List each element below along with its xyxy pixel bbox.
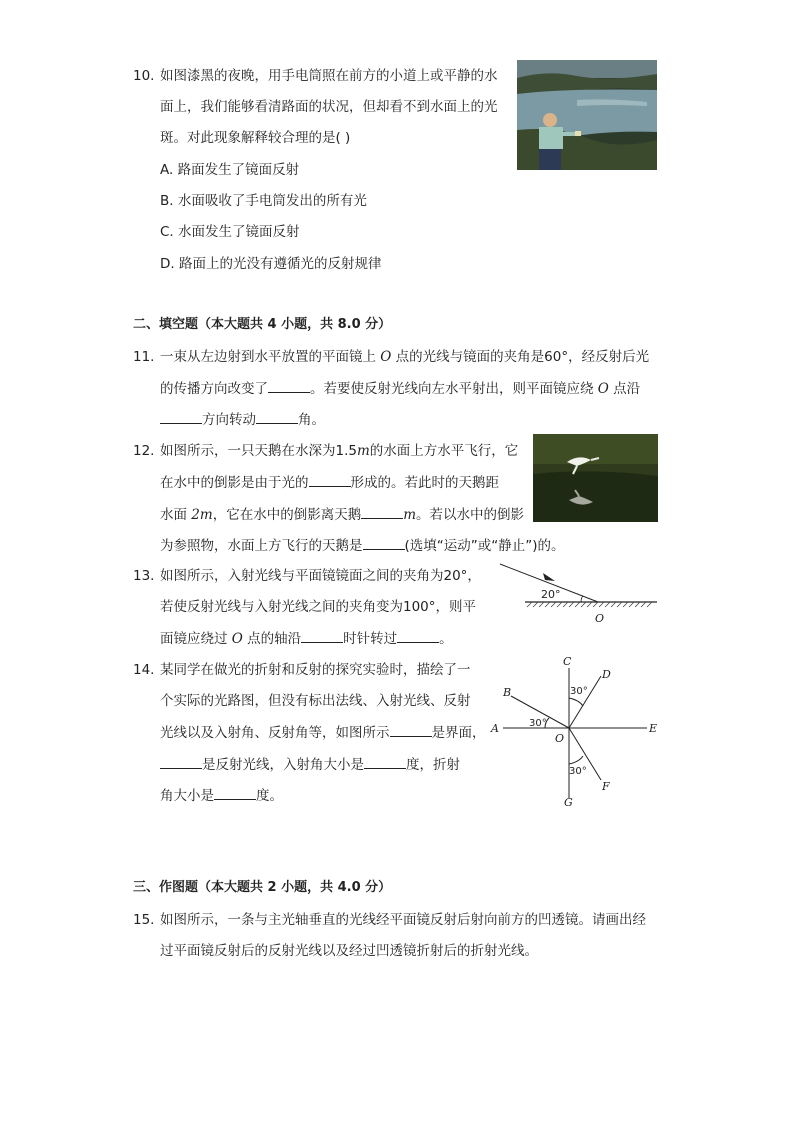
q13-blank-1[interactable] (301, 628, 343, 643)
q10-option-a[interactable]: A. 路面发生了镜面反射 (160, 162, 300, 178)
q15-number: 15. (133, 912, 155, 928)
q10-number: 10. (133, 68, 155, 84)
q14-label-f: F (602, 780, 610, 793)
section-3-title: 三、作图题（本大题共 2 小题，共 4.0 分） (133, 880, 392, 895)
q15-line-1: 如图所示，一条与主光轴垂直的光线经平面镜反射后射向前方的凹透镜。请画出经 (160, 912, 646, 928)
q12-line-1: 如图所示，一只天鹅在水深为1.5m的水面上方水平飞行，它 (160, 443, 519, 459)
q10-option-d[interactable]: D. 路面上的光没有遵循光的反射规律 (160, 256, 382, 272)
q14-line-1: 某同学在做光的折射和反射的探究实验时，描绘了一 (160, 662, 471, 678)
q14-line-4: 是反射光线，入射角大小是 度，折射 (160, 754, 460, 775)
q13-angle-label: 20° (541, 588, 561, 601)
q14-blank-2[interactable] (160, 754, 202, 769)
q14-label-g: G (564, 796, 573, 809)
q13-mirror-figure (495, 560, 665, 630)
q14-line-3: 光线以及入射角、反射角等，如图所示 是界面， (160, 722, 486, 743)
q14-label-o: O (555, 732, 565, 745)
q12-blank-2[interactable] (361, 504, 403, 519)
q13-line-3: 面镜应绕过 O 点的轴沿 时针转过 。 (160, 628, 453, 649)
q14-blank-1[interactable] (390, 722, 432, 737)
q14-angle-2: 30° (529, 718, 547, 729)
q11-line-3: 方向转动 角。 (160, 409, 325, 430)
q10-option-b[interactable]: B. 水面吸收了手电筒发出的所有光 (160, 193, 367, 209)
q10-option-c[interactable]: C. 水面发生了镜面反射 (160, 224, 300, 240)
q10-line-2: 面上，我们能够看清路面的状况，但却看不到水面上的光 (160, 99, 498, 115)
q14-angle-1: 30° (570, 686, 588, 697)
q14-angle-3: 30° (569, 766, 587, 777)
q14-optics-figure (485, 652, 665, 812)
q12-line-4: 为参照物，水面上方飞行的天鹅是 (选填“运动”或“静止”)的。 (160, 535, 565, 556)
q12-blank-3[interactable] (363, 535, 405, 550)
q14-label-e: E (649, 722, 658, 735)
q13-number: 13. (133, 568, 155, 584)
q14-number: 14. (133, 662, 155, 678)
q10-line-3: 斑。对此现象解释较合理的是( ) (160, 130, 351, 146)
q12-line-3: 水面 2m，它在水中的倒影离天鹅 m。若以水中的倒影 (160, 504, 524, 525)
q13-line-2: 若使反射光线与入射光线之间的夹角变为100°，则平 (160, 599, 477, 615)
q11-number: 11. (133, 349, 155, 365)
q14-blank-3[interactable] (364, 754, 406, 769)
q11-line-2: 的传播方向改变了 。若要使反射光线向左水平射出，则平面镜应绕 O 点沿 (160, 378, 640, 399)
q14-label-b: B (503, 686, 512, 699)
q12-blank-1[interactable] (309, 472, 351, 487)
q11-line-1: 一束从左边射到水平放置的平面镜上 O 点的光线与镜面的夹角是60°，经反射后光 (160, 349, 650, 365)
q14-label-d: D (602, 668, 611, 681)
q13-point-o: O (595, 612, 605, 625)
swan-photo (533, 434, 658, 522)
q15-line-2: 过平面镜反射后的反射光线以及经过凹透镜折射后的折射光线。 (160, 943, 538, 959)
q14-label-c: C (563, 655, 572, 668)
q10-line-1: 如图漆黑的夜晚，用手电筒照在前方的小道上或平静的水 (160, 68, 498, 84)
q12-line-2: 在水中的倒影是由于光的 形成的。若此时的天鹅距 (160, 472, 499, 493)
q13-line-1: 如图所示，入射光线与平面镜镜面之间的夹角为20°， (160, 568, 481, 584)
q14-line-5: 角大小是 度。 (160, 785, 283, 806)
q11-blank-1[interactable] (268, 378, 310, 393)
q11-blank-3[interactable] (256, 409, 298, 424)
q13-blank-2[interactable] (397, 628, 439, 643)
q14-line-2: 个实际的光路图，但没有标出法线、入射光线、反射 (160, 693, 471, 709)
q12-number: 12. (133, 443, 155, 459)
q11-blank-2[interactable] (160, 409, 202, 424)
section-2-title: 二、填空题（本大题共 4 小题，共 8.0 分） (133, 317, 392, 332)
q14-blank-4[interactable] (214, 785, 256, 800)
night-flashlight-photo (517, 60, 657, 170)
q14-label-a: A (491, 722, 499, 735)
